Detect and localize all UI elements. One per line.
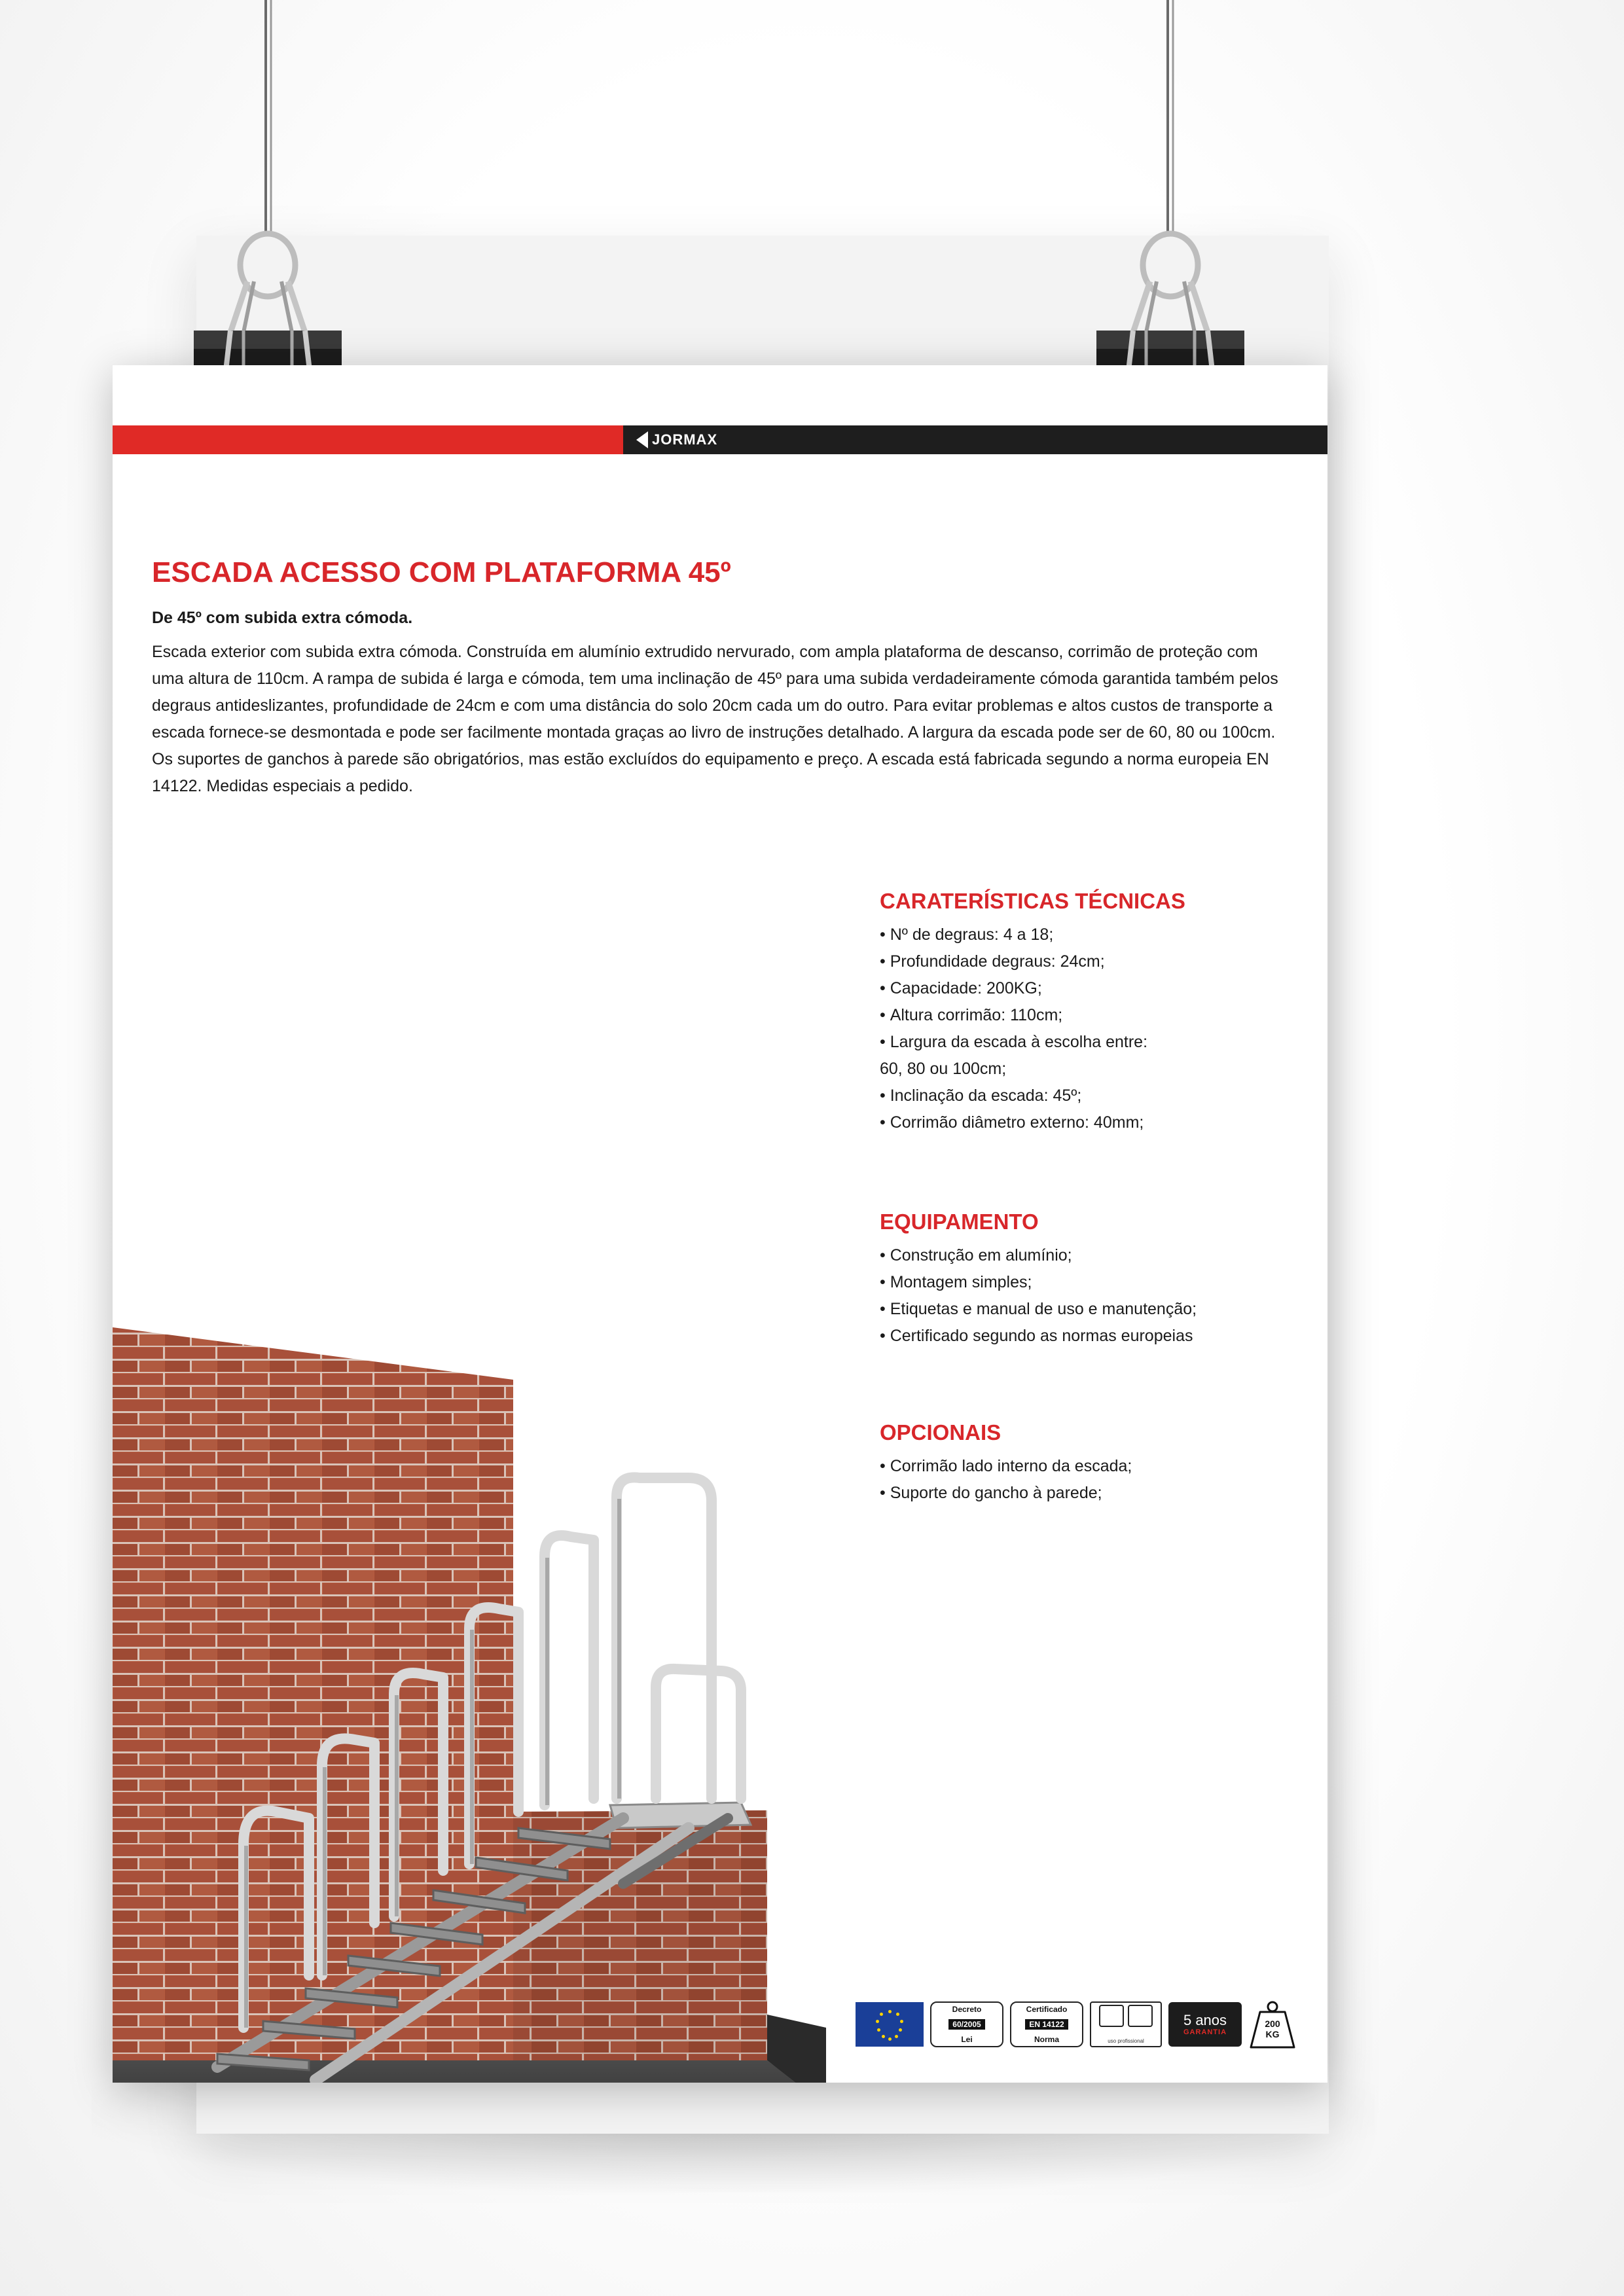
left-clip [194, 0, 342, 422]
list-item: • Altura corrimão: 110cm; [880, 1002, 1299, 1029]
header-red-bar [113, 425, 623, 454]
warranty-badge [1168, 2002, 1242, 2047]
certification-badges [856, 1998, 1297, 2051]
optionals-list [880, 1453, 1299, 1507]
optionals-section [880, 1420, 1299, 1507]
header-black-bar [623, 425, 1327, 454]
list-item: • Etiquetas e manual de uso e manutenção; [880, 1296, 1299, 1323]
list-item: • Inclinação da escada: 45º; [880, 1083, 1299, 1109]
eu-flag-icon [856, 2002, 924, 2047]
worker-icon [1099, 2005, 1124, 2027]
weight-value: 200 [1265, 2018, 1280, 2029]
specs-list [880, 922, 1299, 1136]
product-title: ESCADA ACESSO COM PLATAFORMA 45º [152, 556, 731, 588]
list-item: • Corrimão lado interno da escada; [880, 1453, 1299, 1480]
list-item: • Nº de degraus: 4 a 18; [880, 922, 1299, 948]
decreto-number: 60/2005 [948, 2019, 984, 2030]
hand-icon [1128, 2005, 1153, 2027]
logo-text: JORMAX [652, 431, 718, 448]
equipment-list [880, 1242, 1299, 1350]
brand-logo [636, 425, 717, 454]
list-item-continuation: 60, 80 ou 100cm; [880, 1060, 1007, 1078]
warranty-label: GARANTIA [1183, 2028, 1227, 2036]
certificado-badge [1010, 2001, 1083, 2047]
list-item: • Construção em alumínio; [880, 1242, 1299, 1269]
decreto-type: Lei [961, 2035, 973, 2044]
certificado-label: Certificado [1026, 2005, 1068, 2014]
list-item: • Montagem simples; [880, 1269, 1299, 1296]
weight-icon [1248, 1999, 1297, 2050]
warranty-years: 5 anos [1183, 2012, 1227, 2028]
usage-label: uso profissional [1108, 2038, 1144, 2044]
list-item: • Largura da escada à escolha entre: [880, 1029, 1299, 1056]
list-item: • Certificado segundo as normas europeias [880, 1323, 1299, 1350]
poster-sheet [113, 365, 1327, 2083]
product-description: Escada exterior com subida extra cómoda. Construída em alumínio extrudido nervurado, com ampla plataforma de descanso, corrimão de proteção com uma altura de 110cm. A rampa de subida é larga e cómoda, tem uma inclinação de 45º para uma subida verdadeiramente cómoda garantida também pelos degraus antideslizantes, profundidade de 24cm e com uma distância do solo 20cm cada um do outro. Para evitar problemas e altos custos de transporte a escada fornece-se desmontada e pode ser facilmente montada graças ao livro de instruções detalhado. A largura da escada pode ser de 60, 80 ou 100cm. Os suportes de ganchos à parede são obrigatórios, mas estão excluídos do equipamento e preço. A escada está fabricada segundo a norma europeia EN 14122. Medidas especiais a pedido. [152, 643, 1278, 795]
right-clip [1096, 0, 1244, 422]
weight-unit: KG [1265, 2029, 1280, 2039]
decreto-label: Decreto [952, 2005, 982, 2014]
list-item: • Profundidade degraus: 24cm; [880, 948, 1299, 975]
specs-heading: CARATERÍSTICAS TÉCNICAS [880, 889, 1185, 913]
equipment-heading: EQUIPAMENTO [880, 1210, 1039, 1234]
specs-section [880, 889, 1299, 1136]
product-subtitle: De 45º com subida extra cómoda. [152, 609, 413, 627]
list-item: • Capacidade: 200KG; [880, 975, 1299, 1002]
list-item: • Suporte do gancho à parede; [880, 1480, 1299, 1507]
usage-badge [1090, 2001, 1162, 2047]
optionals-heading: OPCIONAIS [880, 1420, 1001, 1444]
list-item: • Corrimão diâmetro externo: 40mm; [880, 1109, 1299, 1136]
equipment-section [880, 1210, 1299, 1350]
decreto-badge [930, 2001, 1003, 2047]
certificado-norm: EN 14122 [1025, 2019, 1068, 2030]
logo-arrow-icon [636, 431, 648, 448]
certificado-type: Norma [1034, 2035, 1059, 2044]
